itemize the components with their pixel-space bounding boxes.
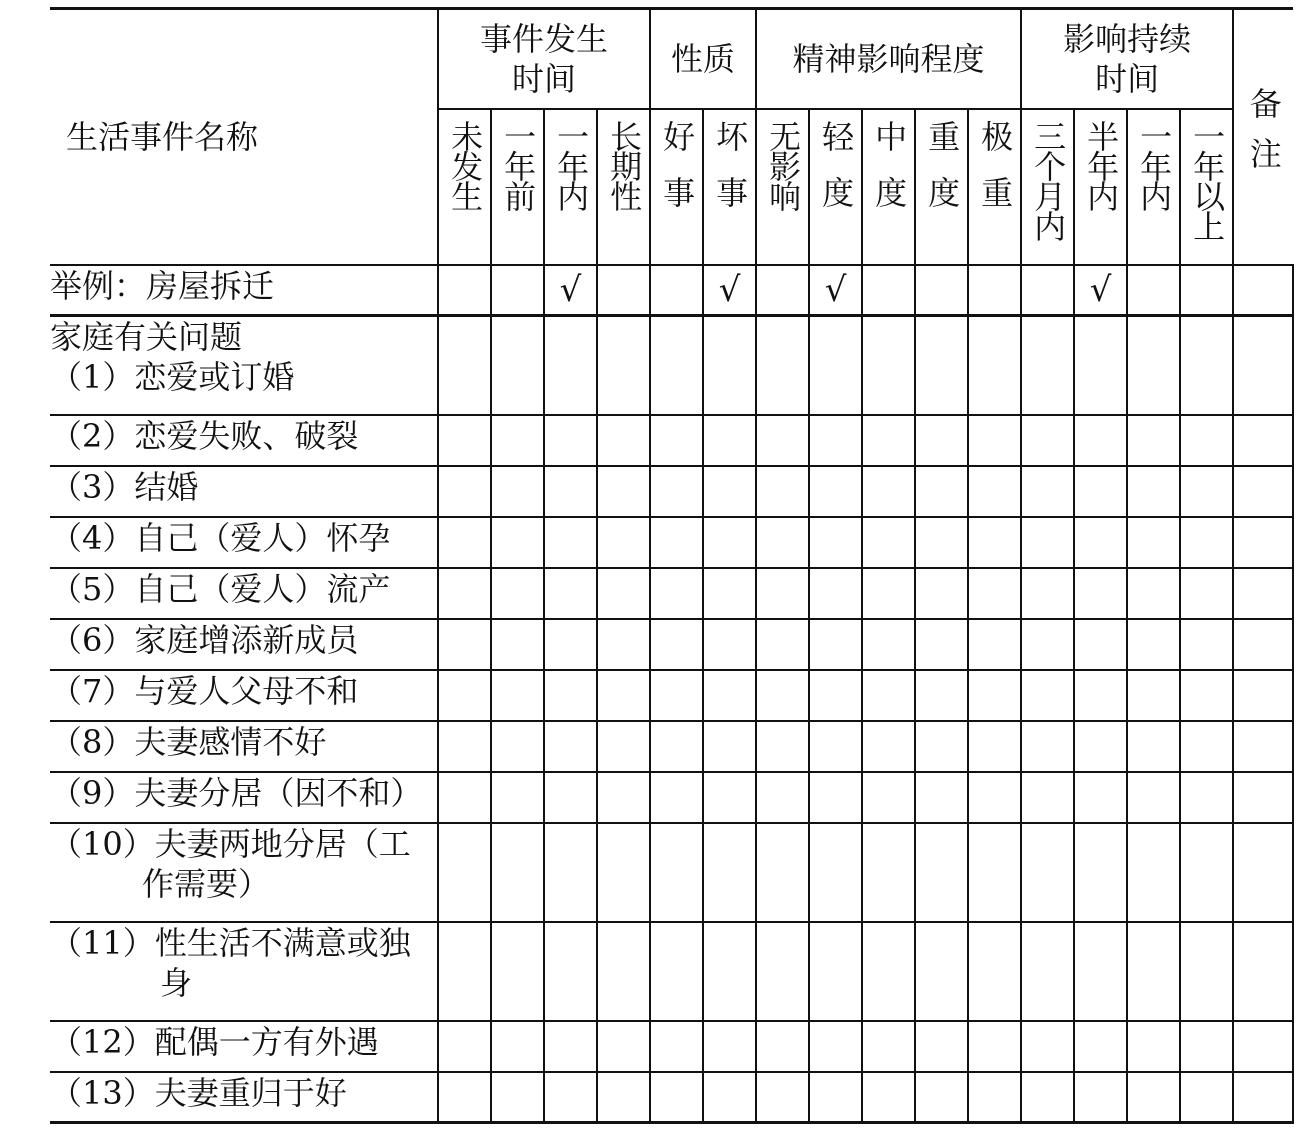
group-header-mental-impact: 精神影响程度 <box>756 9 1021 109</box>
event-check-cell[interactable] <box>491 922 544 1021</box>
event-check-cell[interactable] <box>650 517 703 568</box>
event-check-cell[interactable] <box>650 721 703 772</box>
event-check-cell[interactable] <box>862 466 915 517</box>
event-check-cell[interactable] <box>862 619 915 670</box>
event-check-cell[interactable] <box>438 517 491 568</box>
event-check-cell[interactable] <box>756 568 809 619</box>
event-check-cell[interactable] <box>1127 922 1180 1021</box>
event-check-cell[interactable] <box>597 670 650 721</box>
event-check-cell[interactable] <box>1074 772 1127 823</box>
example-cell[interactable]: √ <box>1074 265 1127 316</box>
event-check-cell[interactable] <box>1074 466 1127 517</box>
subheader-long-term: 长期性 <box>597 109 650 265</box>
event-check-cell[interactable] <box>438 619 491 670</box>
event-row <box>50 823 1293 922</box>
event-check-cell[interactable] <box>1021 568 1074 619</box>
event-check-cell[interactable] <box>703 823 756 922</box>
event-check-cell[interactable] <box>491 517 544 568</box>
group-header-impact-duration: 影响持续 时间 <box>1021 9 1233 109</box>
event-check-cell[interactable] <box>1074 1072 1127 1123</box>
event-check-cell[interactable] <box>650 568 703 619</box>
event-check-cell[interactable] <box>650 316 703 415</box>
event-check-cell[interactable] <box>544 772 597 823</box>
event-check-cell[interactable] <box>915 721 968 772</box>
example-cell[interactable] <box>1021 265 1074 316</box>
subheader-severe: 重度 <box>915 109 968 265</box>
event-check-cell[interactable] <box>968 517 1021 568</box>
event-check-cell[interactable] <box>491 415 544 466</box>
event-check-cell[interactable] <box>1180 619 1233 670</box>
event-check-cell[interactable] <box>597 721 650 772</box>
event-check-cell[interactable] <box>809 1072 862 1123</box>
event-check-cell[interactable] <box>1074 721 1127 772</box>
event-check-cell[interactable] <box>1233 517 1293 568</box>
event-check-cell[interactable] <box>1127 415 1180 466</box>
event-check-cell[interactable] <box>544 721 597 772</box>
subheader-not-occurred: 未发生 <box>438 109 491 265</box>
life-events-form <box>50 7 1293 1124</box>
example-cell[interactable] <box>915 265 968 316</box>
event-check-cell[interactable] <box>544 823 597 922</box>
event-check-cell[interactable] <box>597 1072 650 1123</box>
event-check-cell[interactable] <box>915 823 968 922</box>
event-check-cell[interactable] <box>438 772 491 823</box>
event-check-cell[interactable] <box>809 1021 862 1072</box>
event-check-cell[interactable] <box>544 619 597 670</box>
event-row <box>50 1021 1293 1072</box>
event-check-cell[interactable] <box>862 568 915 619</box>
event-check-cell[interactable] <box>968 670 1021 721</box>
event-check-cell[interactable] <box>915 466 968 517</box>
event-name-line: （7）与爱人父母不和 <box>50 671 359 710</box>
event-check-cell[interactable] <box>703 1021 756 1072</box>
event-check-cell[interactable] <box>1021 670 1074 721</box>
event-check-cell[interactable] <box>1127 568 1180 619</box>
event-check-cell[interactable] <box>756 619 809 670</box>
event-check-cell[interactable] <box>703 316 756 415</box>
event-row <box>50 568 1293 619</box>
event-name-line: （11）性生活不满意或独 <box>50 923 411 962</box>
example-cell[interactable]: √ <box>703 265 756 316</box>
event-row <box>50 721 1293 772</box>
event-check-cell[interactable] <box>597 922 650 1021</box>
event-check-cell[interactable] <box>597 517 650 568</box>
event-check-cell[interactable] <box>968 316 1021 415</box>
subheader-good-event: 好事 <box>650 109 703 265</box>
event-row <box>50 466 1293 517</box>
event-name-line: （4）自己（爱人）怀孕 <box>50 518 391 557</box>
event-row <box>50 517 1293 568</box>
event-check-cell[interactable] <box>1180 1021 1233 1072</box>
event-check-cell[interactable] <box>1180 823 1233 922</box>
subheader-no-impact: 无影响 <box>756 109 809 265</box>
event-check-cell[interactable] <box>809 670 862 721</box>
event-check-cell[interactable] <box>1074 823 1127 922</box>
event-row <box>50 619 1293 670</box>
event-row <box>50 415 1293 466</box>
event-check-cell[interactable] <box>1180 568 1233 619</box>
example-cell[interactable] <box>968 265 1021 316</box>
example-cell[interactable] <box>756 265 809 316</box>
group-header-occurrence-time: 事件发生 时间 <box>438 9 650 109</box>
event-check-cell[interactable] <box>1021 466 1074 517</box>
event-check-cell[interactable] <box>968 1021 1021 1072</box>
event-check-cell[interactable] <box>862 1021 915 1072</box>
event-check-cell[interactable] <box>862 517 915 568</box>
event-name-line: （8）夫妻感情不好 <box>50 722 327 761</box>
event-check-cell[interactable] <box>597 568 650 619</box>
event-check-cell[interactable] <box>1127 316 1180 415</box>
event-check-cell[interactable] <box>915 316 968 415</box>
event-name-cell <box>50 721 438 772</box>
event-check-cell[interactable] <box>862 922 915 1021</box>
event-name-line: 身 <box>160 963 193 1002</box>
event-check-cell[interactable] <box>703 466 756 517</box>
subheader-over-one-year: 一年以上 <box>1180 109 1233 265</box>
event-check-cell[interactable] <box>756 466 809 517</box>
group-header-nature: 性质 <box>650 9 756 109</box>
event-check-cell[interactable] <box>1233 316 1293 415</box>
column-header-event-name: 生活事件名称 <box>50 9 438 265</box>
event-check-cell[interactable] <box>597 1021 650 1072</box>
event-check-cell[interactable] <box>1074 316 1127 415</box>
event-name-line: （5）自己（爱人）流产 <box>50 569 391 608</box>
event-check-cell[interactable] <box>968 823 1021 922</box>
event-check-cell[interactable] <box>1233 415 1293 466</box>
event-check-cell[interactable] <box>1074 1021 1127 1072</box>
example-row <box>50 265 1293 316</box>
event-check-cell[interactable] <box>597 466 650 517</box>
event-check-cell[interactable] <box>756 721 809 772</box>
event-check-cell[interactable] <box>915 619 968 670</box>
event-name-cell <box>50 1021 438 1072</box>
event-check-cell[interactable] <box>1233 772 1293 823</box>
event-check-cell[interactable] <box>491 772 544 823</box>
subheader-mild: 轻度 <box>809 109 862 265</box>
event-check-cell[interactable] <box>491 568 544 619</box>
event-check-cell[interactable] <box>703 415 756 466</box>
event-check-cell[interactable] <box>1180 670 1233 721</box>
event-check-cell[interactable] <box>1180 316 1233 415</box>
event-check-cell[interactable] <box>491 1072 544 1123</box>
event-check-cell[interactable] <box>809 772 862 823</box>
event-check-cell[interactable] <box>491 670 544 721</box>
event-check-cell[interactable] <box>544 1021 597 1072</box>
event-check-cell[interactable] <box>1021 619 1074 670</box>
event-check-cell[interactable] <box>809 619 862 670</box>
subheader-bad-event: 坏事 <box>703 109 756 265</box>
event-check-cell[interactable] <box>1021 823 1074 922</box>
event-check-cell[interactable] <box>1021 316 1074 415</box>
event-check-cell[interactable] <box>862 823 915 922</box>
event-name-line: （10）夫妻两地分居（工 <box>50 824 411 863</box>
example-cell[interactable] <box>862 265 915 316</box>
event-name-line: （2）恋爱失败、破裂 <box>50 416 359 455</box>
event-check-cell[interactable] <box>968 922 1021 1021</box>
subheader-within-half-year: 半年内 <box>1074 109 1127 265</box>
event-check-cell[interactable] <box>968 619 1021 670</box>
event-check-cell[interactable] <box>544 517 597 568</box>
event-check-cell[interactable] <box>703 517 756 568</box>
event-check-cell[interactable] <box>809 922 862 1021</box>
event-check-cell[interactable] <box>1074 619 1127 670</box>
event-name-cell <box>50 922 438 1021</box>
event-check-cell[interactable] <box>438 568 491 619</box>
event-check-cell[interactable] <box>1021 772 1074 823</box>
event-name-line: （6）家庭增添新成员 <box>50 620 359 659</box>
event-name-cell <box>50 415 438 466</box>
event-check-cell[interactable] <box>809 415 862 466</box>
event-check-cell[interactable] <box>491 619 544 670</box>
example-cell[interactable] <box>1180 265 1233 316</box>
event-check-cell[interactable] <box>650 922 703 1021</box>
event-check-cell[interactable] <box>1127 1072 1180 1123</box>
example-cell[interactable] <box>438 265 491 316</box>
subheader-within-one-year: 一年内 <box>544 109 597 265</box>
event-check-cell[interactable] <box>491 466 544 517</box>
event-row <box>50 772 1293 823</box>
subheader-within-one-year-duration: 一年内 <box>1127 109 1180 265</box>
event-check-cell[interactable] <box>1127 670 1180 721</box>
event-check-cell[interactable] <box>1127 619 1180 670</box>
event-check-cell[interactable] <box>491 721 544 772</box>
event-check-cell[interactable] <box>1180 517 1233 568</box>
event-check-cell[interactable] <box>915 415 968 466</box>
event-check-cell[interactable] <box>597 619 650 670</box>
event-check-cell[interactable] <box>1233 568 1293 619</box>
event-check-cell[interactable] <box>438 466 491 517</box>
event-check-cell[interactable] <box>1233 466 1293 517</box>
event-check-cell[interactable] <box>544 415 597 466</box>
event-name-cell <box>50 670 438 721</box>
event-check-cell[interactable] <box>1074 517 1127 568</box>
event-check-cell[interactable] <box>491 1021 544 1072</box>
event-check-cell[interactable] <box>915 568 968 619</box>
event-check-cell[interactable] <box>438 922 491 1021</box>
event-check-cell[interactable] <box>1233 670 1293 721</box>
event-check-cell[interactable] <box>1021 721 1074 772</box>
event-check-cell[interactable] <box>862 772 915 823</box>
event-check-cell[interactable] <box>438 1072 491 1123</box>
event-check-cell[interactable] <box>809 823 862 922</box>
event-check-cell[interactable] <box>1180 922 1233 1021</box>
column-header-remark: 备注 <box>1233 9 1293 265</box>
event-check-cell[interactable] <box>756 1072 809 1123</box>
event-name-line: （13）夫妻重归于好 <box>50 1073 347 1112</box>
event-name-line: （1）恋爱或订婚 <box>50 358 295 396</box>
event-check-cell[interactable] <box>1127 517 1180 568</box>
event-row <box>50 316 1293 415</box>
event-check-cell[interactable] <box>915 922 968 1021</box>
event-check-cell[interactable] <box>544 922 597 1021</box>
event-check-cell[interactable] <box>756 772 809 823</box>
event-check-cell[interactable] <box>703 772 756 823</box>
event-name-cell <box>50 466 438 517</box>
event-check-cell[interactable] <box>1127 721 1180 772</box>
event-check-cell[interactable] <box>968 772 1021 823</box>
event-check-cell[interactable] <box>1233 1072 1293 1123</box>
event-check-cell[interactable] <box>1074 922 1127 1021</box>
event-check-cell[interactable] <box>1021 922 1074 1021</box>
example-cell[interactable]: √ <box>544 265 597 316</box>
event-check-cell[interactable] <box>915 772 968 823</box>
event-check-cell[interactable] <box>438 823 491 922</box>
example-cell[interactable] <box>597 265 650 316</box>
event-check-cell[interactable] <box>1074 670 1127 721</box>
event-check-cell[interactable] <box>544 568 597 619</box>
event-name-line: （3）结婚 <box>50 467 199 506</box>
event-check-cell[interactable] <box>1180 466 1233 517</box>
event-check-cell[interactable] <box>968 1072 1021 1123</box>
event-check-cell[interactable] <box>1127 823 1180 922</box>
event-check-cell[interactable] <box>1180 721 1233 772</box>
event-check-cell[interactable] <box>438 670 491 721</box>
event-check-cell[interactable] <box>703 922 756 1021</box>
event-check-cell[interactable] <box>438 1021 491 1072</box>
event-check-cell[interactable] <box>809 517 862 568</box>
event-check-cell[interactable] <box>915 670 968 721</box>
event-check-cell[interactable] <box>756 1021 809 1072</box>
event-check-cell[interactable] <box>1233 922 1293 1021</box>
event-check-cell[interactable] <box>597 823 650 922</box>
event-check-cell[interactable] <box>809 466 862 517</box>
example-cell[interactable] <box>650 265 703 316</box>
life-events-table <box>50 7 1293 1124</box>
event-check-cell[interactable] <box>1127 772 1180 823</box>
event-check-cell[interactable] <box>809 316 862 415</box>
event-check-cell[interactable] <box>968 568 1021 619</box>
event-check-cell[interactable] <box>915 1072 968 1123</box>
event-check-cell[interactable] <box>1021 415 1074 466</box>
event-name-cell <box>50 316 438 415</box>
event-check-cell[interactable] <box>597 316 650 415</box>
event-check-cell[interactable] <box>862 1072 915 1123</box>
event-check-cell[interactable] <box>491 316 544 415</box>
subheader-extreme: 极重 <box>968 109 1021 265</box>
event-check-cell[interactable] <box>703 721 756 772</box>
event-name-cell <box>50 772 438 823</box>
event-check-cell[interactable] <box>968 466 1021 517</box>
event-check-cell[interactable] <box>968 415 1021 466</box>
event-check-cell[interactable] <box>1127 466 1180 517</box>
event-check-cell[interactable] <box>703 619 756 670</box>
event-check-cell[interactable] <box>703 670 756 721</box>
event-check-cell[interactable] <box>597 415 650 466</box>
event-check-cell[interactable] <box>756 823 809 922</box>
event-check-cell[interactable] <box>1021 1072 1074 1123</box>
event-check-cell[interactable] <box>650 670 703 721</box>
event-check-cell[interactable] <box>544 466 597 517</box>
event-row <box>50 922 1293 1021</box>
event-check-cell[interactable] <box>809 568 862 619</box>
event-check-cell[interactable] <box>650 1072 703 1123</box>
example-label: 举例：房屋拆迁 <box>50 265 438 316</box>
event-check-cell[interactable] <box>544 670 597 721</box>
subheader-over-one-year-ago: 一年前 <box>491 109 544 265</box>
event-check-cell[interactable] <box>756 517 809 568</box>
example-cell[interactable] <box>491 265 544 316</box>
event-check-cell[interactable] <box>756 316 809 415</box>
event-check-cell[interactable] <box>438 316 491 415</box>
event-name-line: 家庭有关问题 <box>50 318 243 356</box>
event-check-cell[interactable] <box>756 670 809 721</box>
event-check-cell[interactable] <box>650 466 703 517</box>
event-check-cell[interactable] <box>756 415 809 466</box>
event-row <box>50 670 1293 721</box>
event-check-cell[interactable] <box>1180 1072 1233 1123</box>
event-check-cell[interactable] <box>1074 415 1127 466</box>
event-check-cell[interactable] <box>1180 772 1233 823</box>
event-name-line: （12）配偶一方有外遇 <box>50 1022 379 1061</box>
event-check-cell[interactable] <box>1127 1021 1180 1072</box>
event-name-cell <box>50 1072 438 1123</box>
example-cell[interactable]: √ <box>809 265 862 316</box>
event-check-cell[interactable] <box>703 568 756 619</box>
event-name-line: 作需要） <box>142 864 271 903</box>
event-check-cell[interactable] <box>756 922 809 1021</box>
event-check-cell[interactable] <box>544 316 597 415</box>
event-name-cell <box>50 619 438 670</box>
event-check-cell[interactable] <box>1021 517 1074 568</box>
event-check-cell[interactable] <box>968 721 1021 772</box>
event-check-cell[interactable] <box>650 619 703 670</box>
event-check-cell[interactable] <box>597 772 650 823</box>
event-check-cell[interactable] <box>1233 721 1293 772</box>
event-name-cell <box>50 823 438 922</box>
event-name-cell <box>50 568 438 619</box>
event-check-cell[interactable] <box>915 517 968 568</box>
event-check-cell[interactable] <box>650 1021 703 1072</box>
example-cell[interactable] <box>1127 265 1180 316</box>
event-check-cell[interactable] <box>1021 1021 1074 1072</box>
event-check-cell[interactable] <box>438 721 491 772</box>
example-cell[interactable] <box>1233 265 1293 316</box>
event-check-cell[interactable] <box>862 721 915 772</box>
event-check-cell[interactable] <box>438 415 491 466</box>
event-check-cell[interactable] <box>1180 415 1233 466</box>
event-check-cell[interactable] <box>862 670 915 721</box>
event-name-cell <box>50 517 438 568</box>
event-check-cell[interactable] <box>1074 568 1127 619</box>
event-check-cell[interactable] <box>650 772 703 823</box>
event-check-cell[interactable] <box>915 1021 968 1072</box>
event-check-cell[interactable] <box>809 721 862 772</box>
event-check-cell[interactable] <box>862 316 915 415</box>
event-check-cell[interactable] <box>1233 1021 1293 1072</box>
event-name-line: （9）夫妻分居（因不和） <box>50 773 423 812</box>
subheader-moderate: 中度 <box>862 109 915 265</box>
event-check-cell[interactable] <box>544 1072 597 1123</box>
event-row <box>50 1072 1293 1123</box>
event-check-cell[interactable] <box>1233 619 1293 670</box>
event-check-cell[interactable] <box>650 415 703 466</box>
event-check-cell[interactable] <box>1233 823 1293 922</box>
event-check-cell[interactable] <box>491 823 544 922</box>
subheader-within-three-months: 三个月内 <box>1021 109 1074 265</box>
event-check-cell[interactable] <box>650 823 703 922</box>
event-check-cell[interactable] <box>862 415 915 466</box>
event-check-cell[interactable] <box>703 1072 756 1123</box>
